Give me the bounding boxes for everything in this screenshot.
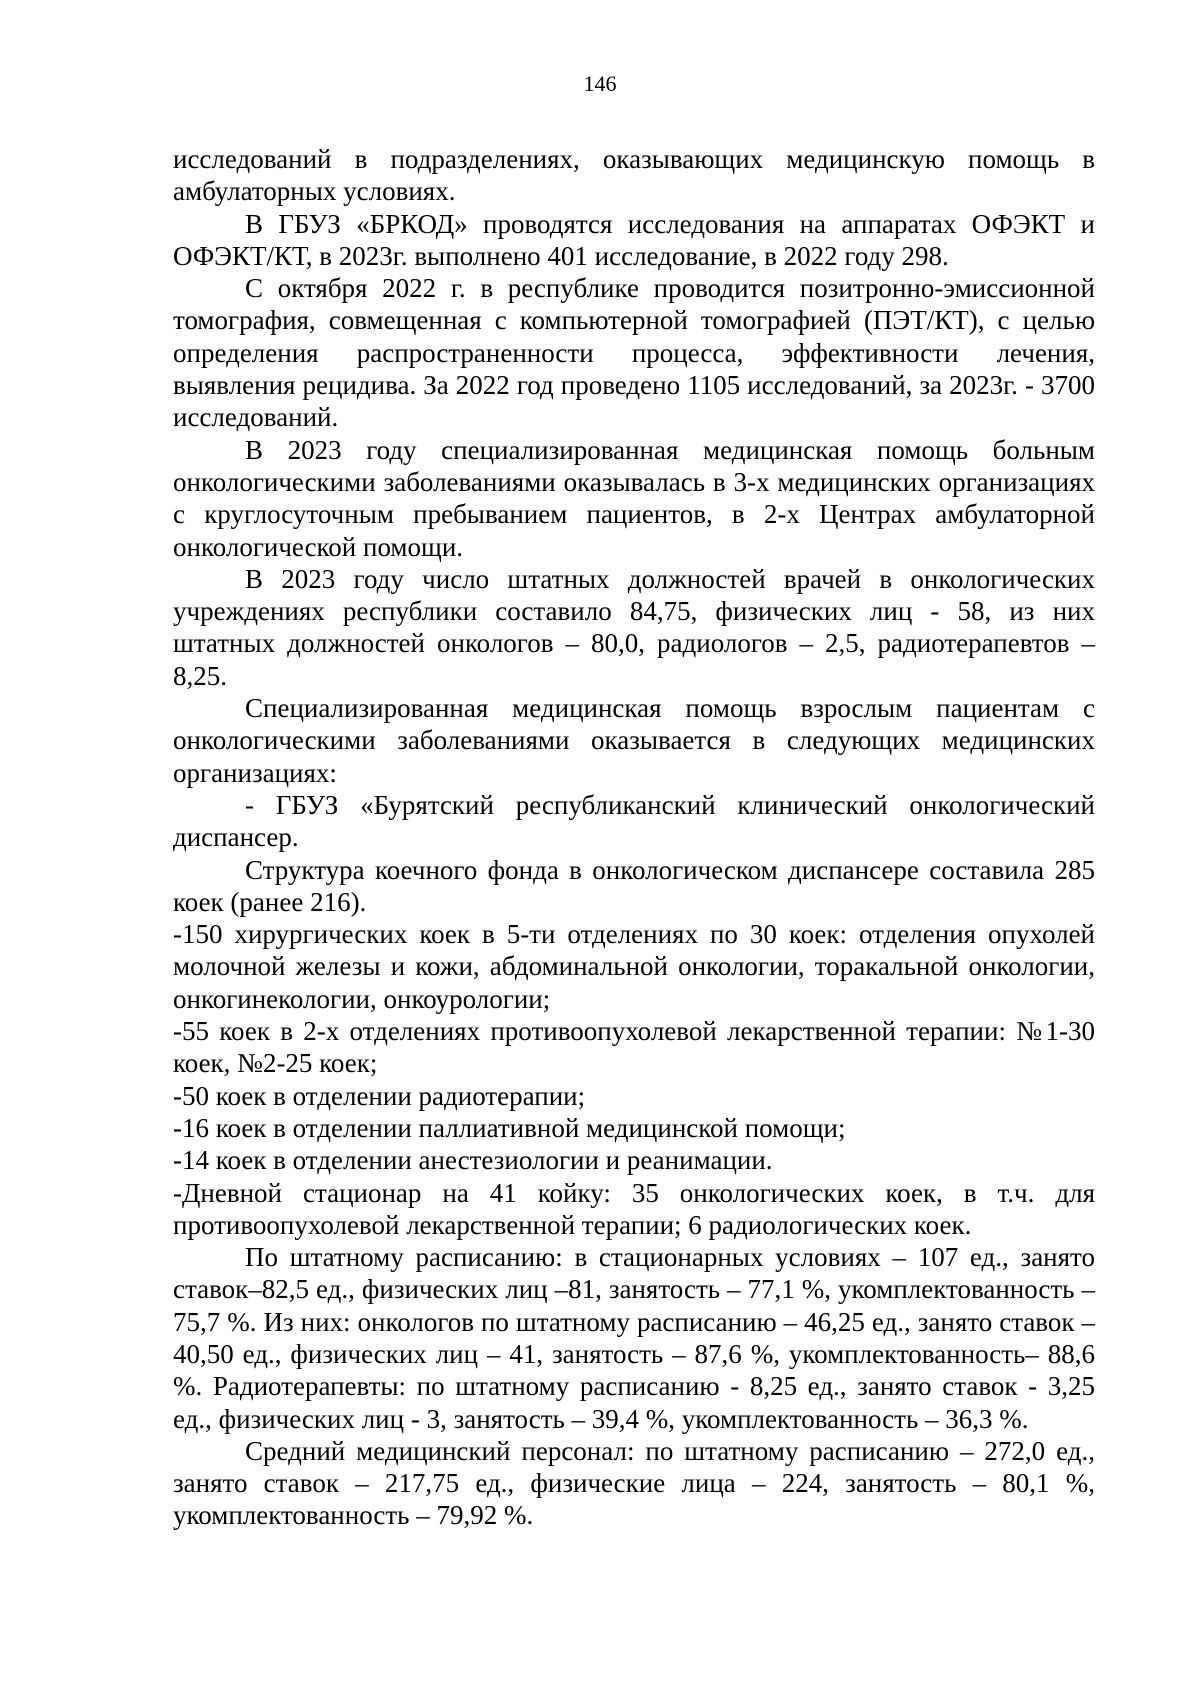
paragraph-2: В ГБУЗ «БРКОД» проводятся исследования на аппаратах ОФЭКТ и ОФЭКТ/КТ, в 2023г. выполнено 401 исследование, в 2022 году 298.	[173, 208, 1095, 271]
page-number: 146	[583, 71, 617, 96]
paragraph-15: По штатному расписанию: в стационарных условиях – 107 ед., занято ставок–82,5 ед., физических лиц –81, занятость – 77,1 %, укомплектованность – 75,7 %. Из них: онкологов по штатному расписанию – 46,25 ед., занято ставок – 40,50 ед., физических лиц – 41, занятость – 87,6 %, укомплектованность– 88,6 %. Радиотерапевты: по штатному расписанию - 8,25 ед., занято ставок - 3,25 ед., физических лиц - 3, занятость – 39,4 %, укомплектованность – 36,3 %.	[173, 1242, 1095, 1434]
paragraph-13: -14 коек в отделении анестезиологии и реанимации.	[173, 1145, 773, 1176]
paragraph-11: -50 коек в отделении радиотерапии;	[173, 1080, 586, 1111]
paragraph-12: -16 коек в отделении паллиативной медицинской помощи;	[173, 1112, 846, 1143]
paragraph-4: В 2023 году специализированная медицинская помощь больным онкологическими заболеваниями оказывалась в 3-х медицинских организациях с круглосуточным пребыванием пациентов, в 2-х Центрах амбулаторной онкологической помощи.	[173, 434, 1095, 562]
paragraph-8: Структура коечного фонда в онкологическом диспансере составила 285 коек (ранее 216).	[173, 854, 1095, 917]
paragraph-5: В 2023 году число штатных должностей врачей в онкологических учреждениях республики составило 84,75, физических лиц - 58, из них штатных должностей онкологов – 80,0, радиологов – 2,5, радиотерапевтов – 8,25.	[173, 563, 1095, 691]
document-body	[173, 143, 1095, 1532]
paragraph-3: С октября 2022 г. в республике проводится позитронно-эмиссионной томография, совмещенная с компьютерной томографией (ПЭТ/КТ), с целью определения распространенности процесса, эффективности лечения, выявления рецидива. За 2022 год проведено 1105 исследований, за 2023г. - 3700 исследований.	[173, 273, 1095, 433]
paragraph-16: Средний медицинский персонал: по штатному расписанию – 272,0 ед., занято ставок – 217,75 ед., физические лица – 224, занятость – 80,1 %, укомплектованность – 79,92 %.	[173, 1435, 1095, 1531]
paragraph-6: Специализированная медицинская помощь взрослым пациентам с онкологическими заболеваниями оказывается в следующих медицинских организациях:	[173, 693, 1095, 788]
paragraph-14: -Дневной стационар на 41 койку: 35 онкологических коек, в т.ч. для противоопухолевой лекарственной терапии; 6 радиологических коек.	[173, 1177, 1095, 1240]
paragraph-1: исследований в подразделениях, оказывающих медицинскую помощь в амбулаторных условиях.	[173, 144, 1095, 207]
paragraph-9: -150 хирургических коек в 5-ти отделениях по 30 коек: отделения опухолей молочной железы и кожи, абдоминальной онкологии, торакальной онкологии, онкогинекологии, онкоурологии;	[173, 919, 1095, 1014]
paragraph-10: -55 коек в 2-х отделениях противоопухолевой лекарственной терапии: №1-30 коек, №2-25 коек;	[173, 1016, 1095, 1079]
paragraph-7: - ГБУЗ «Бурятский республиканский клинический онкологический диспансер.	[173, 789, 1095, 853]
